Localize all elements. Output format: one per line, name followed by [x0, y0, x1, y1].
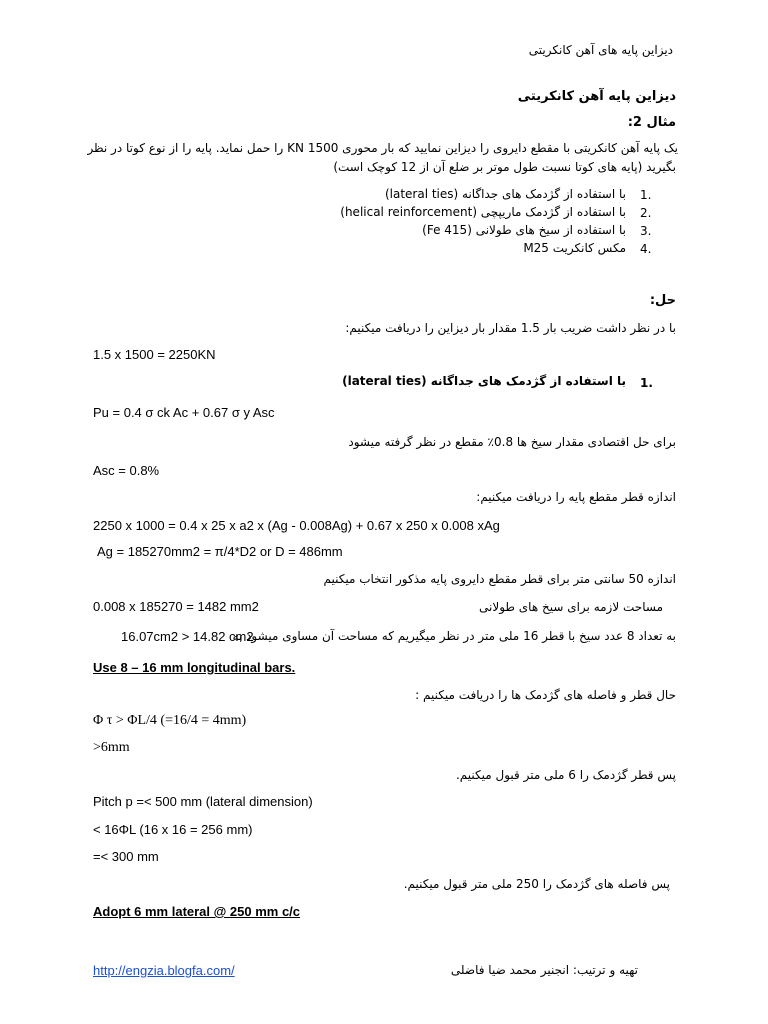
- tie-text: حال قطر و فاصله های گژدمک ها را دریافت میکنیم :: [415, 688, 676, 702]
- steel-area-text: مساحت لازمه برای سیخ های طولانی: [479, 600, 663, 614]
- running-header: دیزاین پایه های آهن کانکریتی: [528, 43, 673, 57]
- page-title: دیزاین پایه آهن کانکریتی: [517, 89, 676, 104]
- solution-label: حل:: [649, 293, 676, 308]
- option-number: 3.: [640, 224, 652, 238]
- case-number: 1.: [640, 376, 653, 390]
- example-label: مثال 2:: [627, 115, 676, 130]
- section-size-text: اندازه قطر مقطع پایه را دریافت میکنیم:: [476, 490, 676, 504]
- solve-equation: 2250 x 1000 = 0.4 x 25 x a2 x (Ag - 0.008Ag) + 0.67 x 250 x 0.008 xAg: [93, 518, 500, 533]
- option-item: با استفاده از گژدمک های جداگانه (lateral ties): [384, 187, 626, 201]
- tie-equation-1: Φ τ > ΦL/4 (=16/4 = 4mm): [93, 713, 247, 728]
- case1-heading: با استفاده از گژدمک های جداگانه (lateral ties): [342, 374, 626, 388]
- pitch-equation-1: Pitch p =< 500 mm (lateral dimension): [93, 794, 313, 809]
- footer-link[interactable]: http://engzia.blogfa.com/: [93, 963, 235, 978]
- option-number: 1.: [640, 188, 652, 202]
- economic-steel-text: برای حل اقتصادی مقدار سیخ ها 0.8٪ مقطع در نظر گرفته میشود: [348, 435, 676, 449]
- asc-equation: Asc = 0.8%: [93, 463, 160, 478]
- tie-accept-text: پس قطر گژدمک را 6 ملی متر قبول میکنیم.: [455, 768, 676, 782]
- pu-equation: Pu = 0.4 σ ck Ac + 0.67 σ y Asc: [93, 405, 275, 420]
- factored-load-equation: 1.5 x 1500 = 2250KN: [93, 347, 216, 362]
- adopt-statement: Adopt 6 mm lateral @ 250 mm c/c: [93, 904, 301, 919]
- steel-area-equation: 0.008 x 185270 = 1482 mm2: [93, 599, 259, 614]
- option-number: 2.: [640, 206, 652, 220]
- load-factor-text: با در نظر داشت ضریب بار 1.5 مقدار بار دیزاین را دریافت میکنیم:: [345, 321, 676, 335]
- pitch-accept-text: پس فاصله های گژدمک را 250 ملی متر قبول میکنیم.: [403, 877, 670, 891]
- select-diameter-text: اندازه 50 سانتی متر برای قطر مقطع دایروی پایه مذکور انتخاب میکنیم: [323, 572, 676, 586]
- pitch-equation-2: < 16ΦL (16 x 16 = 256 mm): [93, 822, 253, 837]
- bars-count-text: به تعداد 8 عدد سیخ با قطر 16 ملی متر در نظر میگیریم که مساحت آن مساوی میشود به: [232, 629, 676, 643]
- use-bars-statement: Use 8 – 16 mm longitudinal bars.: [93, 660, 296, 675]
- bars-area-equation: 16.07cm2 > 14.82 cm2: [121, 629, 254, 644]
- pitch-equation-3: =< 300 mm: [93, 849, 159, 864]
- option-number: 4.: [640, 242, 652, 256]
- option-item: با استفاده از گژدمک ماریپچی (helical reinforcement): [340, 205, 626, 219]
- footer-author: تهیه و ترتیب: انجنیر محمد ضیا فاضلی: [450, 963, 638, 977]
- option-item: مکس کانکریت M25: [523, 241, 626, 255]
- ag-equation: Ag = 185270mm2 = π/4*D2 or D = 486mm: [97, 544, 343, 559]
- option-item: با استفاده از سیخ های طولانی (Fe 415): [422, 223, 626, 237]
- tie-equation-2: >6mm: [93, 740, 130, 755]
- problem-line-2: بگیرید (پایه های کوتا نسبت طول موتر بر ضلع آن از 12 کوچک است): [333, 160, 676, 174]
- problem-line-1: یک پایه آهن کانکریتی با مقطع دایروی را دیزاین نمایید که بار محوری 1500 KN را حمل نماید. پایه را از نوع کوتا در نظر: [87, 141, 678, 155]
